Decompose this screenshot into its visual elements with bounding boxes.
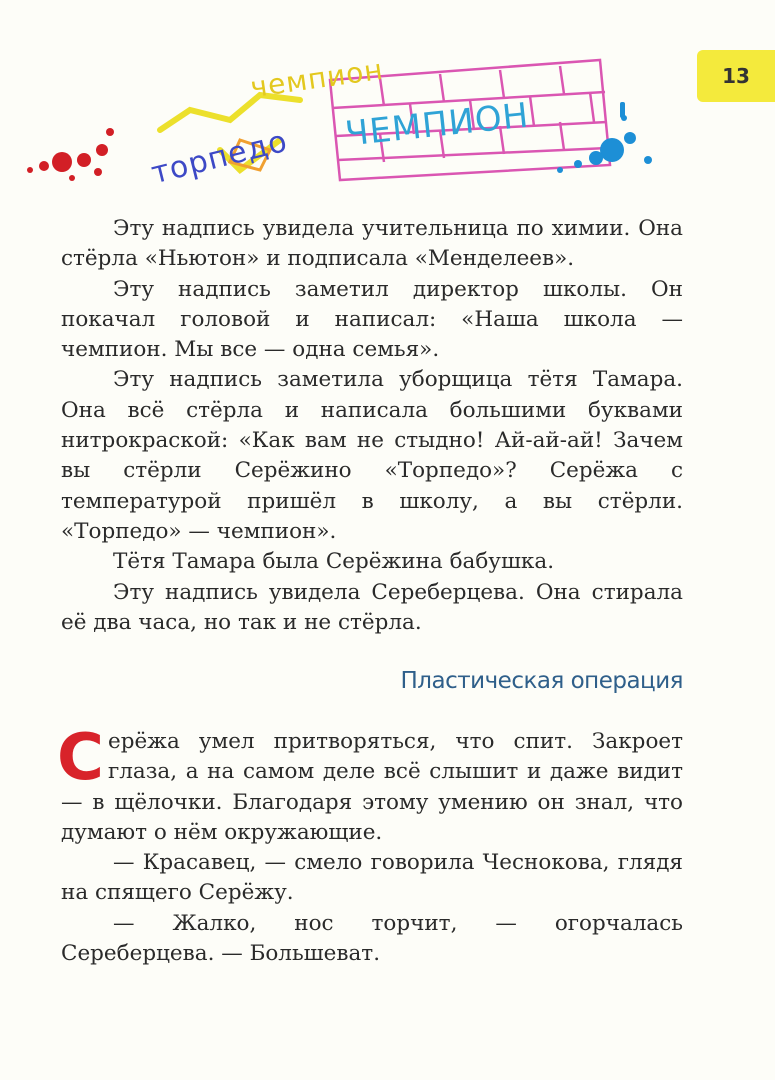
- section-title: Пластическая операция: [400, 668, 683, 694]
- graffiti-champion-blue: ЧЕМПИОН: [343, 95, 532, 155]
- paragraph: Эту надпись заметил директор школы. Он покачал головой и написал: «Наша школа — чемпион. Мы все — одна семья».: [61, 276, 683, 363]
- red-splatter: [27, 128, 114, 181]
- dropcap: С: [57, 721, 104, 795]
- graffiti-illustration: [0, 0, 700, 200]
- paragraph-with-dropcap: [57, 721, 683, 848]
- paragraph: — Жалко, нос торчит, — огорчалась Сереберцева. — Большеват.: [61, 910, 683, 967]
- paragraph-text: ерёжа умел притворяться, что спит. Закроет глаза, а на самом деле всё слышит и даже видит — в щёлочки. Благодаря этому умению он знал, что думают о нём окружающие.: [61, 729, 683, 845]
- section-text-block: [57, 721, 683, 969]
- page-number: 13: [722, 64, 750, 88]
- graffiti-torpedo: торпедо: [147, 123, 292, 192]
- page-number-tab: [697, 50, 775, 102]
- paragraph: — Красавец, — смело говорила Чеснокова, глядя на спящего Серёжу.: [61, 850, 683, 906]
- paragraph: Эту надпись увидела Сереберцева. Она стирала её два часа, но так и не стёрла.: [61, 579, 683, 635]
- paragraph: Эту надпись увидела учительница по химии. Она стёрла «Ньютон» и подписала «Менделеев».: [61, 216, 683, 272]
- main-text-block: [61, 214, 683, 638]
- paragraph: Тётя Тамара была Серёжина бабушка.: [113, 549, 555, 575]
- paragraph: Эту надпись заметила уборщица тётя Тамара. Она всё стёрла и написала большими буквами нитрокраской: «Как вам не стыдно! Ай-ай-ай! Зачем вы стёрли Серёжино «Торпедо»? Серёжа с температурой пришёл в школу, а вы стёрли. «Торпедо» — чемпион».: [61, 367, 683, 544]
- graffiti-drawing: [0, 0, 700, 200]
- graffiti-champion-yellow: чемпион: [248, 52, 386, 105]
